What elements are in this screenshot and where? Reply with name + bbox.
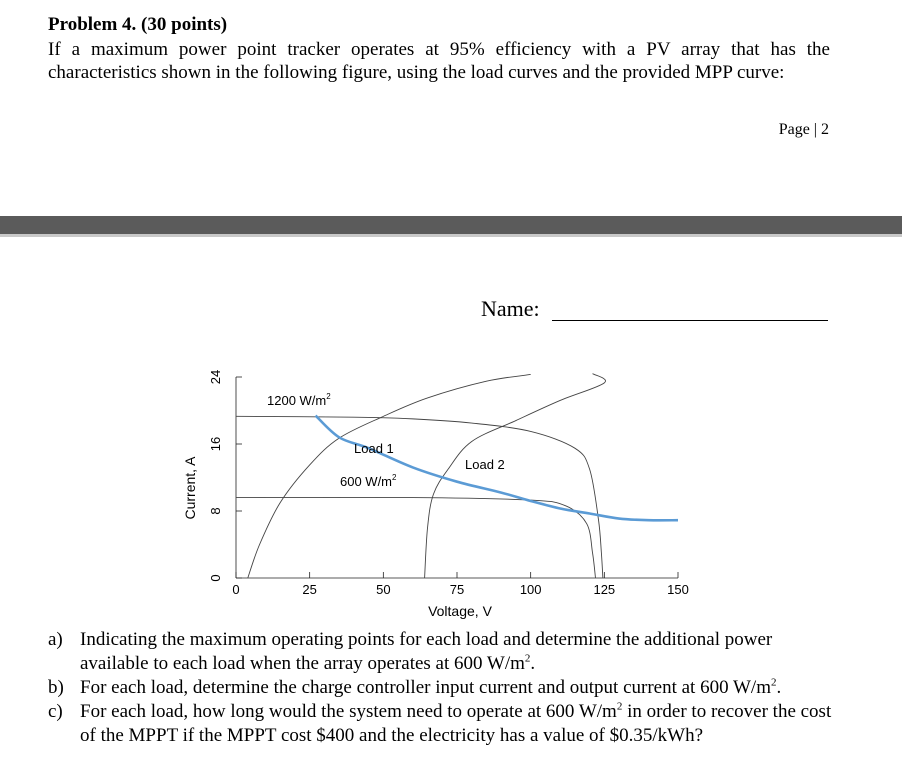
x-tick-label: 50: [376, 582, 391, 597]
question-item: [48, 700, 838, 748]
superscript: 2: [524, 652, 531, 665]
question-text-tail: .: [776, 677, 782, 698]
page-number: Page | 2: [778, 121, 829, 138]
name-label: Name:: [481, 296, 540, 321]
question-item: [48, 676, 838, 700]
question-label: b): [48, 677, 64, 698]
iv-curve-600: [236, 497, 595, 578]
question-list: [48, 628, 838, 748]
x-tick-label: 100: [519, 582, 542, 597]
y-axis-label: Current, A: [182, 456, 198, 520]
question-text: For each load, determine the charge controller input current and output current at 600 W/m: [80, 677, 771, 698]
annotation-load2: Load 2: [465, 457, 505, 472]
superscript: 2: [616, 700, 623, 713]
y-tick-label: 16: [208, 436, 223, 452]
question-text-tail: .: [530, 653, 536, 674]
question-label: c): [48, 701, 63, 722]
y-tick-label: 24: [208, 369, 223, 385]
x-tick-label: 150: [667, 582, 689, 597]
question-text: Indicating the maximum operating points for each load and determine the additional power available to each load when the array operates at 600 W/m: [80, 629, 773, 674]
y-tick-label: 8: [208, 507, 223, 515]
x-tick-label: 0: [232, 582, 240, 597]
annotation-load1: Load 1: [354, 441, 394, 456]
superscript: 2: [770, 676, 777, 689]
question-text: For each load, how long would the system need to operate at 600 W/m: [80, 701, 617, 722]
question-text-tail: in order to recover the cost of the MPPT if the MPPT cost $400 and the electricity has a value of $0.35/kWh?: [80, 701, 832, 746]
problem-title: Problem 4. (30 points): [48, 14, 228, 35]
question-item: [48, 628, 838, 676]
problem-intro: If a maximum power point tracker operates at 95% efficiency with a PV array that has the characteristics shown in the following figure, using the load curves and the provided MPP curve:: [48, 39, 830, 83]
annotation-1200: 1200 $W/m^2$: [267, 392, 331, 408]
y-tick-label: 0: [208, 574, 223, 582]
x-tick-label: 125: [593, 582, 616, 597]
x-axis-label: Voltage, V: [428, 603, 492, 619]
x-tick-label: 25: [302, 582, 317, 597]
annotation-600: 600 $W/m^2$: [340, 473, 397, 489]
x-tick-label: 75: [449, 582, 465, 597]
question-label: a): [48, 629, 63, 650]
load-2-curve: [425, 374, 606, 578]
